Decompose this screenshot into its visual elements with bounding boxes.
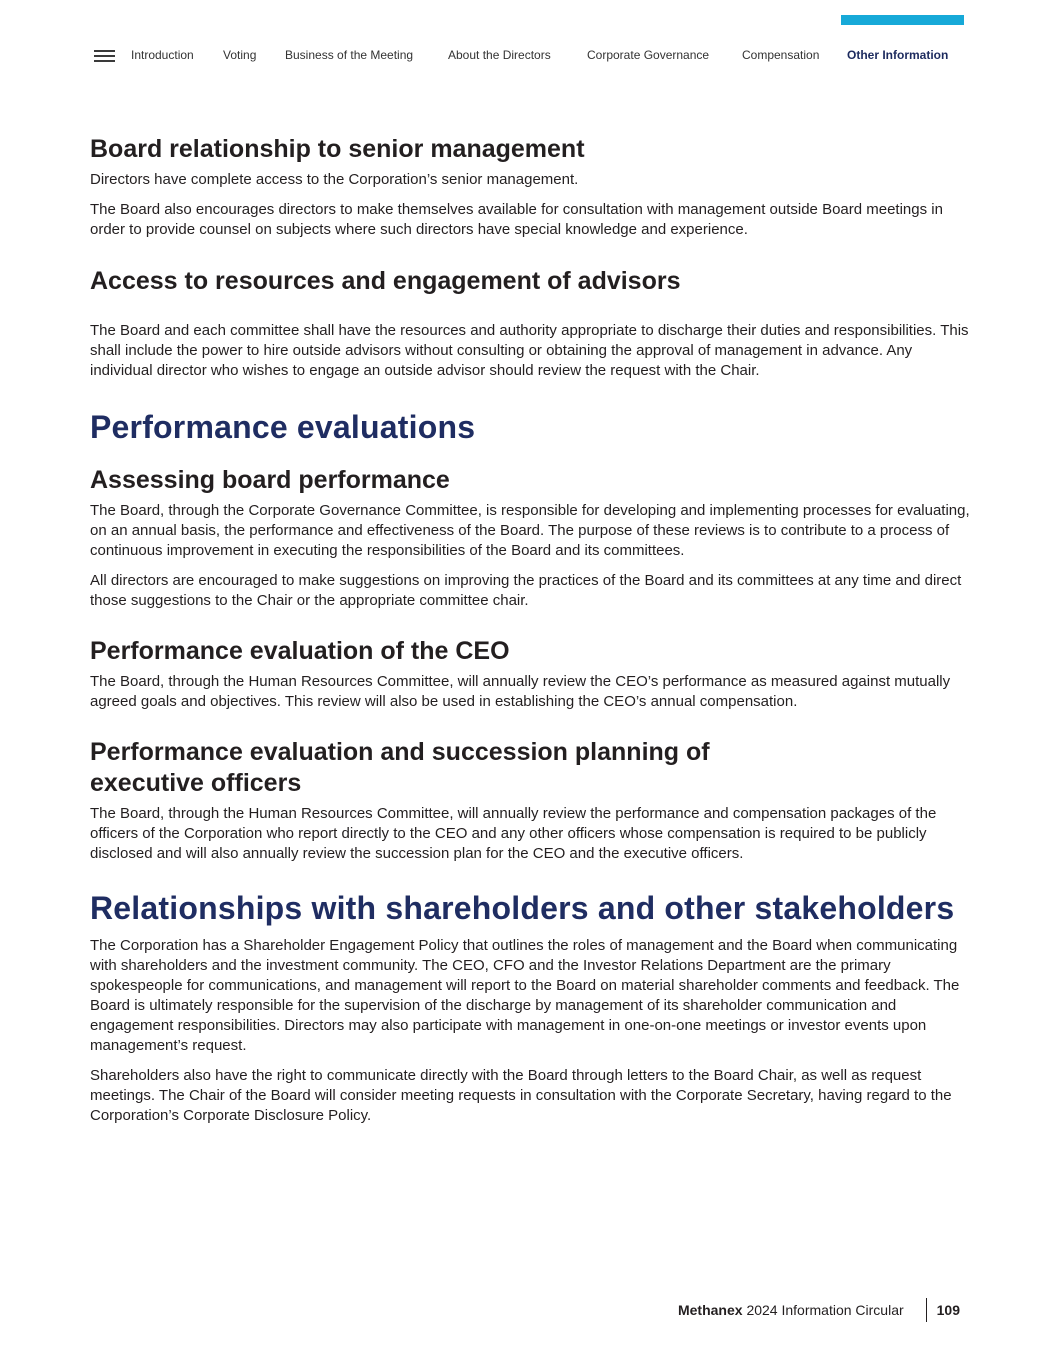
heading-line: executive officers — [90, 769, 302, 797]
nav-item-other-information[interactable]: Other Information — [847, 48, 949, 62]
section-title-performance-evaluations: Performance evaluations — [90, 409, 476, 445]
section-title-relationships: Relationships with shareholders and other stakeholders — [90, 890, 955, 926]
nav-item-about-the-directors[interactable]: About the Directors — [448, 48, 551, 62]
page-footer — [678, 1298, 960, 1322]
paragraph: The Corporation has a Shareholder Engagement Policy that outlines the roles of management and the Board when communicating with shareholders and the investment community. The CEO, CFO and the Investor Relations Department are the primary spokespeople for communications, and management will report to the Board on material shareholder comments and feedback. The Board is ultimately responsible for the supervision of the discharge by management of its shareholder communication and engagement responsibilities. Directors may also participate with management in one-on-one meetings or investor events upon management’s request. — [90, 937, 960, 1054]
nav-item-business-of-the-meeting[interactable]: Business of the Meeting — [285, 48, 414, 62]
heading-access-resources: Access to resources and engagement of advisors — [90, 267, 681, 295]
heading-board-relationship: Board relationship to senior management — [90, 135, 585, 163]
footer-brand: Methanex — [677, 1302, 743, 1318]
page-number: 109 — [936, 1302, 960, 1318]
paragraph: Directors have complete access to the Corporation’s senior management. — [90, 171, 579, 188]
heading-line: Performance evaluation and succession planning of — [90, 738, 710, 766]
footer-document-title: 2024 Information Circular — [746, 1302, 904, 1318]
top-navigation — [90, 46, 970, 66]
header-accent-bar — [841, 15, 964, 25]
heading-performance-evaluation-ceo: Performance evaluation of the CEO — [90, 637, 510, 665]
main-content — [90, 130, 970, 1126]
paragraph: The Board, through the Human Resources Committee, will annually review the CEO’s performance as measured against mutually agreed goals and objectives. This review will also be used in establishing the CEO’s annual compensation. — [90, 673, 951, 710]
paragraph: The Board, through the Corporate Governance Committee, is responsible for developing and implementing processes for evaluating, on an annual basis, the performance and effectiveness of the Board. The purpose of these reviews is to contribute to a process of continuous improvement in executing the responsibilities of the Board and its committees. — [90, 502, 970, 559]
paragraph: Shareholders also have the right to communicate directly with the Board through letters to the Board Chair, as well as request meetings. The Chair of the Board will consider meeting requests in consultation with the Corporate Secretary, having regard to the Corporation’s Corporate Disclosure Policy. — [90, 1067, 952, 1124]
nav-item-voting[interactable]: Voting — [223, 48, 257, 62]
heading-assessing-board-performance: Assessing board performance — [90, 466, 450, 494]
paragraph: The Board, through the Human Resources Committee, will annually review the performance and compensation packages of the officers of the Corporation who report directly to the CEO and any other officers whose compensation is required to be publicly disclosed and will also annually review the succession plan for the CEO and the executive officers. — [90, 805, 937, 862]
paragraph: The Board and each committee shall have the resources and authority appropriate to discharge their duties and responsibilities. This shall include the power to hire outside advisors without consulting or obtaining the approval of management in advance. Any individual director who wishes to engage an outside advisor should review the request with the Chair. — [90, 322, 969, 379]
nav-item-compensation[interactable]: Compensation — [742, 48, 820, 62]
nav-item-introduction[interactable]: Introduction — [131, 48, 194, 62]
footer-divider — [926, 1298, 927, 1322]
paragraph: All directors are encouraged to make suggestions on improving the practices of the Board and its committees at any time and direct those suggestions to the Chair or the appropriate committee chair. — [90, 572, 962, 609]
hamburger-icon[interactable] — [94, 50, 115, 63]
heading-succession-planning — [90, 737, 970, 799]
paragraph: The Board also encourages directors to make themselves available for consultation with management outside Board meetings in order to provide counsel on subjects where such directors have special knowledge and experience. — [90, 201, 943, 238]
nav-item-corporate-governance[interactable]: Corporate Governance — [587, 48, 710, 62]
